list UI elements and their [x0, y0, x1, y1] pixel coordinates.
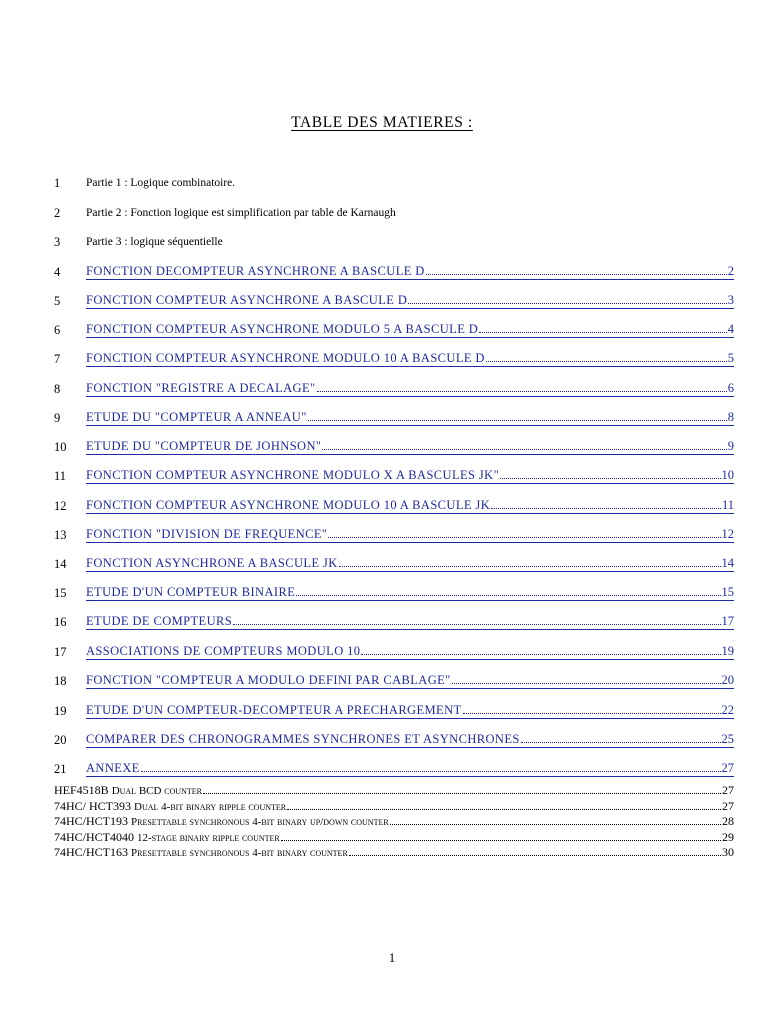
toc-entry[interactable]: [54, 263, 734, 281]
toc-entry-page: 20: [721, 673, 734, 687]
annex-entry-description: Dual BCD counter: [111, 785, 202, 797]
toc-entry-page: 6: [727, 381, 734, 395]
toc-entry: [54, 204, 734, 222]
toc-entry-number: 19: [54, 704, 67, 718]
dot-leader: [328, 537, 720, 538]
dot-leader: [233, 624, 720, 625]
toc-entry[interactable]: [54, 672, 734, 690]
toc-entry-label: FONCTION COMPTEUR ASYNCHRONE MODULO 10 A BASCULE D: [86, 351, 485, 365]
toc-entry-link[interactable]: [86, 497, 734, 514]
toc-entry-number: 15: [54, 586, 67, 600]
dot-leader: [452, 683, 721, 684]
toc-entry-page: 19: [721, 644, 734, 658]
toc-entry-number: 8: [54, 382, 61, 396]
toc-entry[interactable]: [54, 584, 734, 602]
toc-entry-link[interactable]: [86, 584, 734, 601]
toc-entry-number: 9: [54, 411, 61, 425]
toc-entry-link[interactable]: [86, 731, 734, 748]
toc-entry[interactable]: [54, 467, 734, 485]
annex-entry: [54, 845, 734, 860]
toc-entry-number: 21: [54, 762, 67, 776]
toc-entry-label: FONCTION COMPTEUR ASYNCHRONE A BASCULE D: [86, 293, 408, 307]
toc-entry-link[interactable]: [86, 409, 734, 426]
annex-entry-code: 74HC/ HCT393: [54, 798, 132, 813]
annex-entry-page: 30: [722, 845, 734, 859]
toc-entry-link[interactable]: [86, 643, 734, 660]
toc-entry-number: 10: [54, 440, 67, 454]
toc-entry[interactable]: [54, 555, 734, 573]
annex-entry-code: HEF4518B: [54, 783, 109, 797]
annex-entry-description: Presettable synchronous 4-bit binary counter: [131, 847, 348, 859]
annex-entry: [54, 830, 734, 845]
toc-entry[interactable]: [54, 760, 734, 778]
toc-entry-page: 9: [727, 439, 734, 453]
annex-entry-page: 27: [722, 783, 734, 797]
toc-entry[interactable]: [54, 497, 734, 515]
toc-entry-link[interactable]: [86, 467, 734, 484]
toc-entry-link[interactable]: [86, 760, 734, 777]
toc-entry-number: 12: [54, 499, 67, 513]
dot-leader: [349, 855, 721, 856]
toc-entry-label: FONCTION "DIVISION DE FREQUENCE": [86, 527, 328, 541]
dot-leader: [322, 449, 726, 450]
toc-entry-number: 18: [54, 674, 67, 688]
annex-entry: [54, 799, 734, 814]
toc-entry-link[interactable]: [86, 321, 734, 338]
toc-entry-link[interactable]: [86, 350, 734, 367]
toc-entry-number: 3: [54, 235, 61, 249]
toc-entry-link[interactable]: [86, 613, 734, 630]
toc-entry-number: 17: [54, 645, 67, 659]
annex-entry-description: Dual 4-bit binary ripple counter: [134, 800, 287, 813]
dot-leader: [287, 809, 721, 810]
toc-entry-link[interactable]: [86, 526, 734, 543]
toc-entry-page: 3: [727, 293, 734, 307]
toc-entry[interactable]: [54, 731, 734, 749]
toc-entry[interactable]: [54, 380, 734, 398]
dot-leader: [426, 274, 727, 275]
toc-entry-text: [86, 233, 734, 251]
toc-entry-label: ASSOCIATIONS DE COMPTEURS MODULO 10: [86, 644, 361, 658]
toc-entry-page: 15: [721, 585, 734, 599]
toc-entry-label: ETUDE DE COMPTEURS: [86, 614, 233, 628]
toc-entry[interactable]: [54, 643, 734, 661]
dot-leader: [486, 361, 727, 362]
toc-entry-number: 16: [54, 615, 67, 629]
dot-leader: [408, 303, 727, 304]
toc-entry-number: 5: [54, 294, 61, 308]
toc-entry-label: ETUDE D'UN COMPTEUR BINAIRE: [86, 585, 296, 599]
toc-entry-number: 11: [54, 469, 67, 483]
toc-entry-label: ETUDE DU "COMPTEUR DE JOHNSON": [86, 439, 322, 453]
toc-entry[interactable]: [54, 613, 734, 631]
dot-leader: [308, 420, 727, 421]
toc-entry-label: FONCTION COMPTEUR ASYNCHRONE MODULO 10 A BASCULE JK: [86, 498, 491, 512]
toc-entry-number: 7: [54, 352, 61, 366]
toc-entry-label: Partie 3 : logique séquentielle: [86, 236, 223, 248]
toc-entry[interactable]: [54, 350, 734, 368]
toc-entry-number: 6: [54, 323, 61, 337]
toc-entry[interactable]: [54, 292, 734, 310]
toc-entry-number: 14: [54, 557, 67, 571]
toc-entry-label: ANNEXE: [86, 761, 140, 775]
toc-entry-page: 10: [721, 468, 734, 482]
toc-entry-link[interactable]: [86, 438, 734, 455]
toc-entry-page: 4: [727, 322, 734, 336]
toc-entry-page: 12: [721, 527, 734, 541]
dot-leader: [203, 793, 721, 794]
toc-entry-label: FONCTION COMPTEUR ASYNCHRONE MODULO 5 A BASCULE D: [86, 322, 479, 336]
annex-entry-code: 74HC/HCT4040: [54, 829, 135, 844]
toc-entry: [54, 174, 734, 192]
toc-entry-link[interactable]: [86, 263, 734, 280]
toc-entry-label: ETUDE D'UN COMPTEUR-DECOMPTEUR A PRECHARGEMENT: [86, 703, 462, 717]
annex-entry-description: 12-stage binary ripple counter: [137, 831, 280, 844]
dot-leader: [463, 713, 721, 714]
annex-entry-description: Presettable synchronous 4-bit binary up/down counter: [131, 816, 389, 828]
annex-entry-page: 28: [722, 814, 734, 828]
toc-entry-label: Partie 1 : Logique combinatoire.: [86, 177, 236, 189]
toc-entry-link[interactable]: [86, 702, 734, 719]
toc-entry-page: 11: [721, 498, 734, 512]
annex-entry-page: 29: [722, 829, 734, 844]
toc-entry[interactable]: [54, 409, 734, 427]
dot-leader: [491, 508, 721, 509]
dot-leader: [339, 566, 721, 567]
toc-entry-page: 8: [727, 410, 734, 424]
dot-leader: [141, 771, 721, 772]
toc-entry-label: FONCTION DECOMPTEUR ASYNCHRONE A BASCULE D: [86, 264, 425, 278]
toc-entry[interactable]: [54, 321, 734, 339]
dot-leader: [281, 840, 721, 841]
dot-leader: [296, 595, 720, 596]
toc-entry-link[interactable]: [86, 555, 734, 572]
dot-leader: [390, 824, 721, 825]
toc-entry[interactable]: [54, 702, 734, 720]
dot-leader: [317, 391, 727, 392]
annex-entry-code: 74HC/HCT163: [54, 845, 129, 859]
toc-entry-text: [86, 174, 734, 192]
toc-entry-label: COMPARER DES CHRONOGRAMMES SYNCHRONES ET ASYNCHRONES: [86, 732, 520, 746]
toc-entry-label: FONCTION "COMPTEUR A MODULO DEFINI PAR CABLAGE": [86, 673, 451, 687]
toc-entry-label: ETUDE DU "COMPTEUR A ANNEAU": [86, 410, 307, 424]
toc-entry-number: 20: [54, 733, 67, 747]
toc-entry-label: Partie 2 : Fonction logique est simplification par table de Karnaugh: [86, 207, 396, 219]
toc-entry-number: 2: [54, 206, 61, 220]
toc-entry-page: 14: [721, 556, 734, 570]
annex-entry: [54, 783, 734, 798]
annex-entry: [54, 814, 734, 829]
toc-entry-label: FONCTION ASYNCHRONE A BASCULE JK: [86, 556, 338, 570]
toc-entry-link[interactable]: [86, 380, 734, 397]
dot-leader: [479, 332, 727, 333]
toc-entry-link[interactable]: [86, 292, 734, 309]
toc-entry-label: FONCTION "REGISTRE A DECALAGE": [86, 381, 316, 395]
dot-leader: [521, 742, 721, 743]
toc-entry-page: 25: [721, 732, 734, 746]
toc-entry-page: 22: [721, 703, 734, 717]
toc-entry: [54, 233, 734, 251]
toc-entry-label: FONCTION COMPTEUR ASYNCHRONE MODULO X A BASCULES JK": [86, 468, 500, 482]
toc-entry-page: 17: [721, 614, 734, 628]
annex-entry-page: 27: [722, 798, 734, 813]
toc-entry-number: 1: [54, 176, 61, 190]
page-number: 1: [388, 950, 396, 965]
toc-title: TABLE DES MATIERES :: [291, 114, 473, 131]
toc-entry-page: 2: [727, 264, 734, 278]
toc-entry-link[interactable]: [86, 672, 734, 689]
toc-entry-number: 4: [54, 265, 61, 279]
toc-entry-page: 27: [721, 761, 734, 775]
toc-entry-number: 13: [54, 528, 67, 542]
toc-entry[interactable]: [54, 438, 734, 456]
dot-leader: [361, 654, 720, 655]
annex-entry-code: 74HC/HCT193: [54, 814, 129, 828]
toc-entry-page: 5: [727, 351, 734, 365]
toc-entry[interactable]: [54, 526, 734, 544]
toc-entry-text: [86, 204, 734, 222]
dot-leader: [500, 478, 720, 479]
